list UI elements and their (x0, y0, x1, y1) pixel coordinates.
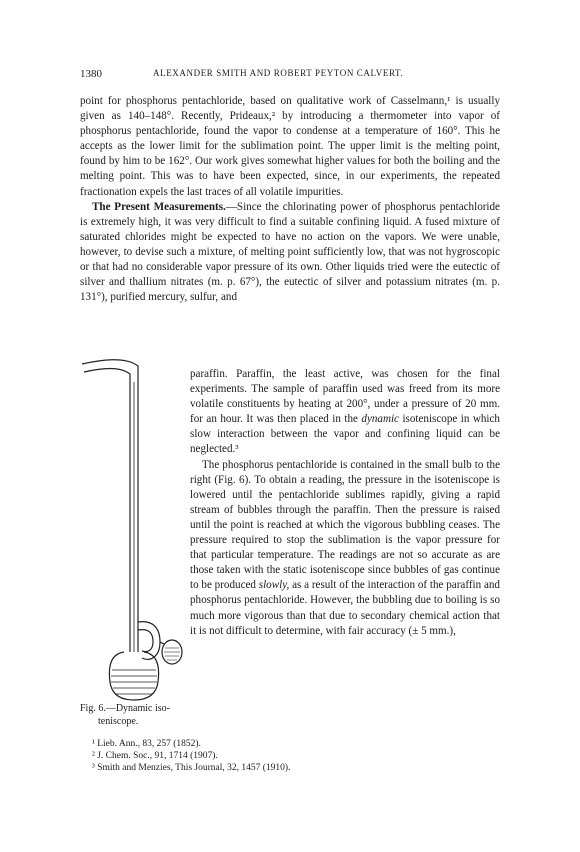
section-heading: The Present Measurements. (92, 200, 226, 213)
paragraph-2-continued (190, 367, 500, 458)
page-number: 1380 (80, 68, 102, 80)
wrap-italic-dynamic: dynamic (361, 413, 399, 426)
paragraph-2 (80, 200, 500, 306)
footnote-1: ¹ Lieb. Ann., 83, 257 (1852). (92, 739, 201, 749)
paragraph-2-text: —Since the chlorinating power of phosphorus pentachloride is extremely high, it was very difficult to find a suitable confining liquid. A fused mixture of saturated chlorides might be expected to have no action on the vapors. We were unable, however, to devise such a mixture, of melting point sufficiently low, that was not hygroscopic or that had no considerable vapor pressure of its own. Other liquids tried were the eutectic of silver and thallium nitrates (m. p. 67°), the eutectic of silver and potassium nitrates (m. p. 131°), purified mercury, sulfur, and (80, 200, 500, 304)
isoteniscope-drawing (80, 352, 190, 707)
paragraph-3 (190, 458, 500, 639)
figure-isoteniscope (80, 352, 190, 707)
paragraph-3-after: as a result of the interaction of the paraffin and phosphorus pentachloride. However, the bubbling due to boiling is so much more vigorous than that due to secondary chemical action that it is not difficult to determine, with fair accuracy (± 5 mm.), (190, 579, 500, 637)
footnotes (92, 738, 492, 774)
footnote-2: ² J. Chem. Soc., 91, 1714 (1907). (92, 751, 218, 761)
wrap-text-a: paraffin. Paraffin, the least active, was chosen for the final experiments. The sample of paraffin used was freed from its more volatile constituents by heating at 200°, under a pressure of 20 mm. for an hour. It was then placed in the (190, 368, 500, 426)
caption-line-1: Fig. 6.—Dynamic iso- (80, 703, 170, 714)
footnote-3: ³ Smith and Menzies, This Journal, 32, 1457 (1910). (92, 763, 291, 773)
page-header (80, 68, 500, 82)
figure-caption (80, 702, 180, 728)
wrapped-text (190, 367, 500, 639)
paragraph-1: point for phosphorus pentachloride, based on qualitative work of Casselmann,¹ is usually given as 140–148°. Recently, Prideaux,² by introducing a thermometer into vapor of phosphorus pentachloride, found the vapor to condense at a temperature of 160°. This he accepts as the lower limit for the sublimation point. The upper limit is the melting point, found by him to be 162°. Our work gives somewhat higher values for both the boiling and the melting point. This was to have been expected, since, in our experiments, the repeated fractionation expels the last traces of all volatile impurities. (80, 95, 500, 198)
wrap-text-b: isoteniscope in which slow interaction between the vapor and confining liquid can be neglected.³ (190, 413, 500, 456)
paragraph-3-text: The phosphorus pentachloride is contained in the small bulb to the right (Fig. 6). To obtain a reading, the pressure in the isoteniscope is lowered until the pentachloride sublimes rapidly, giving a rapid stream of bubbles through the paraffin. Then the pressure is raised until the point is reached at which the vigorous bubbling ceases. The pressure required to stop the sublimation is the vapor pressure for that particular temperature. The readings are not so accurate as are those taken with the static isoteniscope since bubbles of gas continue to be produced (190, 458, 500, 592)
caption-line-2: teniscope. (98, 716, 139, 727)
main-text (80, 94, 500, 305)
paragraph-3-italic: slowly, (258, 579, 290, 592)
running-title: ALEXANDER SMITH AND ROBERT PEYTON CALVERT. (153, 68, 404, 78)
